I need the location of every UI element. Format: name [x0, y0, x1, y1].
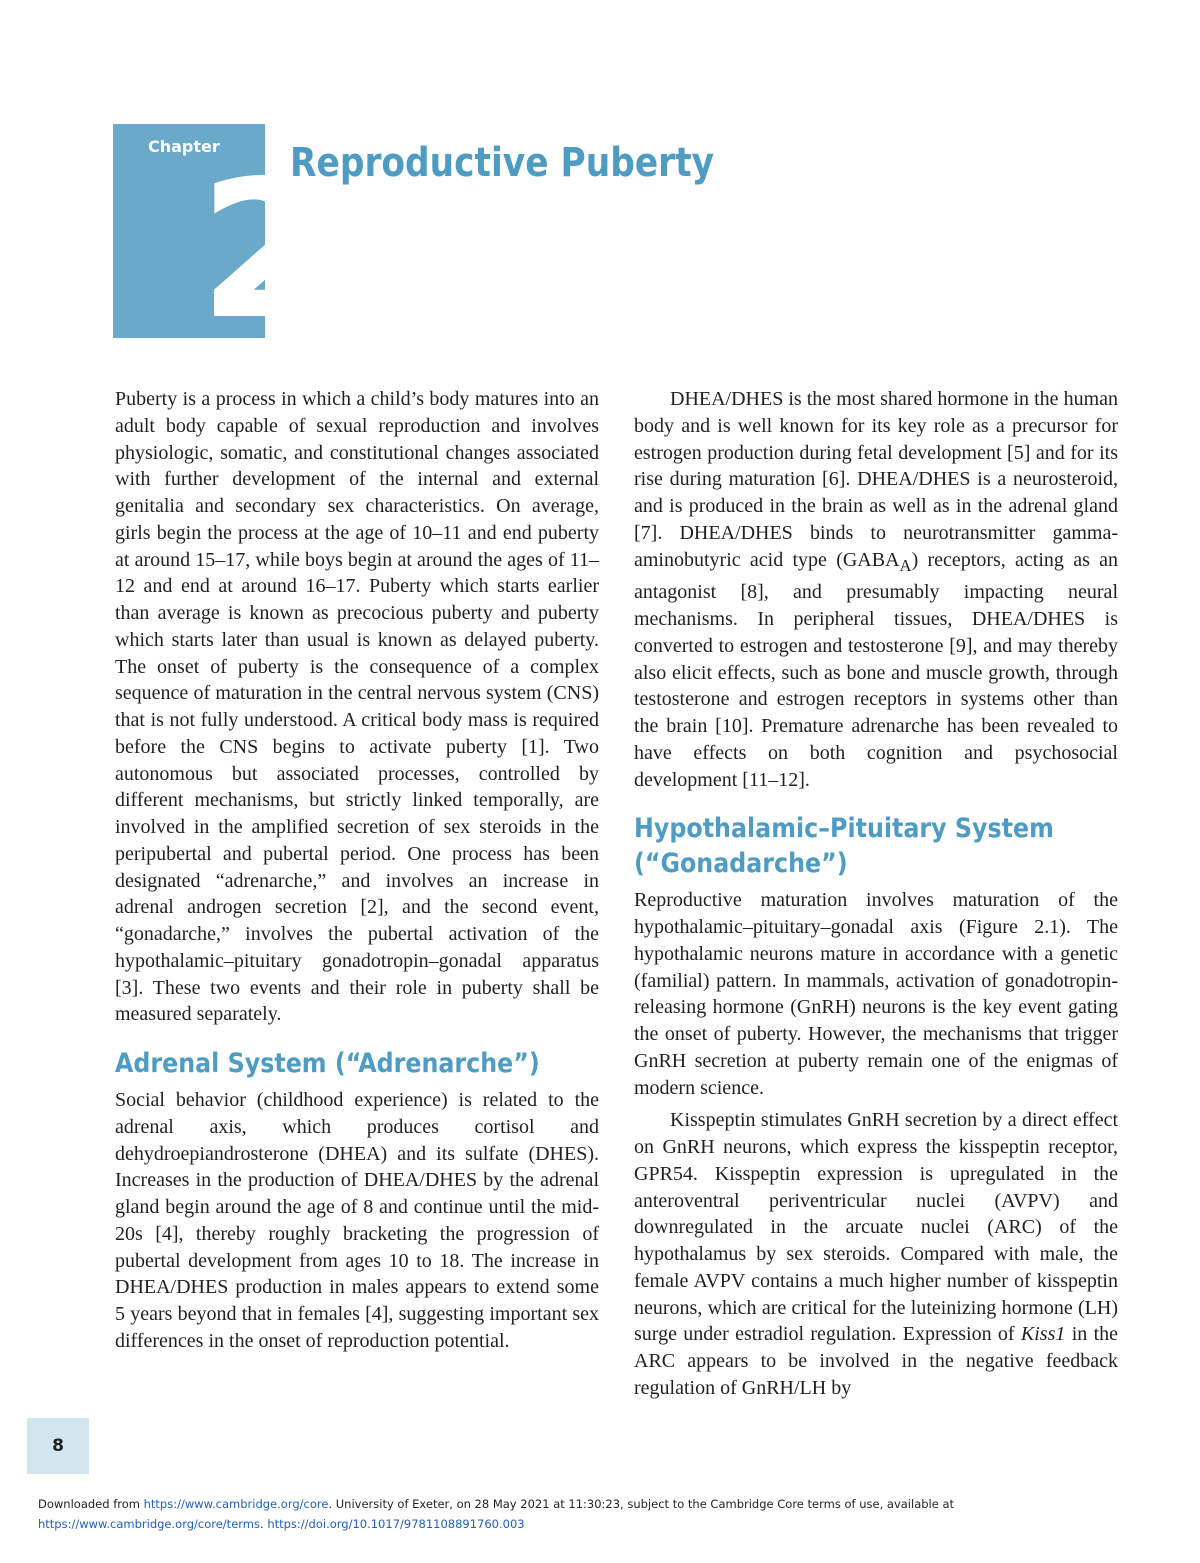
kisspeptin-paragraph [634, 1107, 1118, 1401]
section-heading-adrenal: Adrenal System (“Adrenarche”) [115, 1048, 540, 1079]
right-column [634, 386, 1118, 1402]
chapter-label: Chapter [148, 137, 220, 156]
gaba-subscript: A [899, 555, 912, 575]
dhea-text-1: DHEA/DHES is the most shared hormone in the human body and is well known for its key role as a precursor for estrogen production during fetal development [5] and for its rise during maturation [6]. DHEA/DHES is a neurosteroid, and is produced in the brain as well as in the adrenal gland [7]. DHEA/DHES binds to neurotransmitter gamma-aminobutyric acid type (GABA [634, 388, 1118, 571]
dhea-text-2: ) receptors, acting as an antagonist [8], and presumably impacting neural mechanisms. In peripheral tissues, DHEA/DHES is converted to estrogen and testosterone [9], and may thereby also elicit effects, such as bone and muscle growth, through testosterone and estrogen receptors in systems other than the brain [10]. Premature adrenarche has been revealed to have effects on both cognition and psychosocial development [11–12]. [634, 548, 1118, 791]
footer-text-3: . [260, 1517, 268, 1531]
chapter-badge [113, 124, 332, 361]
terms-link[interactable]: https://www.cambridge.org/core/terms [38, 1517, 260, 1531]
download-footer [38, 1494, 1178, 1534]
maturation-paragraph: Reproductive maturation involves maturation of the hypothalamic–pituitary–gonadal axis (Figure 2.1). The hypothalamic neurons mature in accordance with a genetic (familial) pattern. In mammals, activation of gonadotropin-releasing hormone (GnRH) neurons is the key event gating the onset of puberty. However, the mechanisms that trigger GnRH secretion at puberty remain one of the enigmas of modern science. [634, 889, 1118, 1099]
footer-text-2: . University of Exeter, on 28 May 2021 at 11:30:23, subject to the Cambridge Core terms of use, available at [328, 1497, 955, 1511]
adrenal-paragraph: Social behavior (childhood experience) is related to the adrenal axis, which produces cortisol and dehydroepiandrosterone (DHEA) and its sulfate (DHES). Increases in the production of DHEA/DHES by the adrenal gland begin around the age of 8 and continue until the mid-20s [4], thereby roughly bracketing the progression of pubertal development from ages 10 to 18. The increase in DHEA/DHES production in males appears to extend some 5 years beyond that in females [4], suggesting important sex differences in the onset of reproduction potential. [115, 1089, 599, 1352]
cambridge-core-link[interactable]: https://www.cambridge.org/core [143, 1497, 329, 1511]
chapter-title: Reproductive Puberty [290, 140, 715, 186]
heading-line-2: (“Gonadarche”) [634, 848, 848, 880]
chapter-number: 2 [199, 140, 332, 361]
section-heading-hypothalamic [634, 811, 1060, 881]
left-column [115, 386, 599, 1355]
doi-link[interactable]: https://doi.org/10.1017/9781108891760.003 [267, 1517, 525, 1531]
kisspeptin-text-2: in the ARC appears to be involved in the negative feedback regulation of GnRH/LH by [634, 1323, 1119, 1399]
dhea-paragraph [634, 386, 1118, 793]
kiss1-gene: Kiss1 [1020, 1323, 1066, 1346]
footer-text-1: Downloaded from [38, 1497, 144, 1511]
kisspeptin-text-1: Kisspeptin stimulates GnRH secretion by a direct effect on GnRH neurons, which express the kisspeptin receptor, GPR54. Kisspeptin expression is upregulated in the anteroventral periventricular nuclei (AVPV) and downregulated in the arcuate nuclei (ARC) of the hypothalamus by sex steroids. Compared with male, the female AVPV contains a much higher number of kisspeptin neurons, which are critical for the luteinizing hormone (LH) surge under estradiol regulation. Expression of [634, 1109, 1118, 1346]
heading-line-1: Hypothalamic–Pituitary System [634, 813, 1054, 845]
intro-paragraph: Puberty is a process in which a child’s body matures into an adult body capable of sexual reproduction and involves physiologic, somatic, and constitutional changes associated with further development of the internal and external genitalia and secondary sex characteristics. On average, girls begin the process at the age of 10–11 and end puberty at around 15–17, while boys begin at around the ages of 11–12 and end at around 16–17. Puberty which starts earlier than average is known as precocious puberty and puberty which starts later than usual is known as delayed puberty. The onset of puberty is the consequence of a complex sequence of maturation in the central nervous system (CNS) that is not fully understood. A critical body mass is required before the CNS begins to activate puberty [1]. Two autonomous but associated processes, controlled by different mechanisms, but strictly linked temporally, are involved in the amplified secretion of sex steroids in the peripubertal and pubertal period. One process has been designated “adrenarche,” and involves an increase in adrenal androgen secretion [2], and the second event, “gonadarche,” involves the pubertal activation of the hypothalamic–pituitary gonadotropin–gonadal apparatus [3]. These two events and their role in puberty shall be measured separately. [115, 388, 599, 1026]
page-number: 8 [27, 1418, 89, 1474]
